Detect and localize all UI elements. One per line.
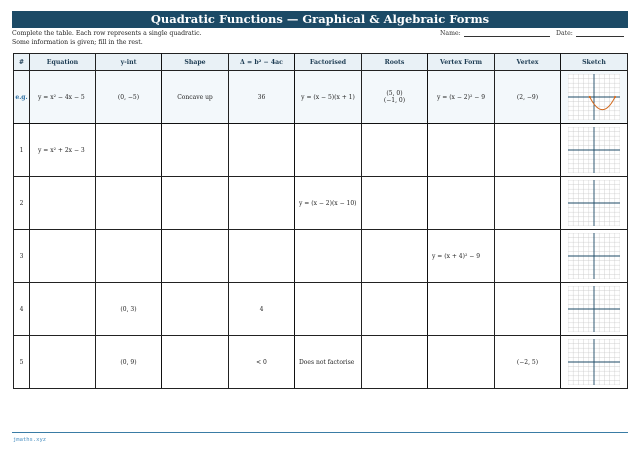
row-2-roots[interactable] [362,177,428,230]
header-row [14,54,628,71]
row-4-yint[interactable]: (0, 3) [96,283,162,336]
row-5-sketch-cell[interactable] [561,336,628,389]
col-header-vertex: Vertex [495,54,561,71]
row-3-shape[interactable] [162,230,229,283]
example-sketch-grid [568,74,620,120]
row-1-vertex-form[interactable] [428,124,495,177]
example-root-2: (−1, 0) [383,97,406,104]
row-2-vertex-form[interactable] [428,177,495,230]
root-point [589,96,591,98]
row-2-sketch-cell[interactable] [561,177,628,230]
row-1-discriminant[interactable] [229,124,295,177]
row-2-factorised[interactable]: y = (x − 2)(x − 10) [295,177,362,230]
row-3-num: 3 [14,230,30,283]
col-header-roots: Roots [362,54,428,71]
col-header-sketch: Sketch [561,54,628,71]
row-4-sketch-cell[interactable] [561,283,628,336]
instruction-line-2: Some information is given; fill in the rest. [12,39,143,46]
row-1-roots[interactable] [362,124,428,177]
col-header-yint: y-int [96,54,162,71]
row-1-factorised[interactable] [295,124,362,177]
row-4-shape[interactable] [162,283,229,336]
row-5-vertex[interactable]: (−2, 5) [495,336,561,389]
example-vertex-form: y = (x − 2)² − 9 [428,71,495,124]
example-root-1: (5, 0) [386,90,403,97]
row-1-shape[interactable] [162,124,229,177]
row-5-yint[interactable]: (0, 9) [96,336,162,389]
table-row [14,283,628,336]
example-sketch-cell [561,71,628,124]
row-1-sketch-cell[interactable] [561,124,628,177]
date-field[interactable] [556,30,624,37]
example-label: e.g. [14,71,30,124]
row-2-shape[interactable] [162,177,229,230]
row-5-num: 5 [14,336,30,389]
name-field[interactable] [440,30,550,37]
row-1-num: 1 [14,124,30,177]
row-5-factorised[interactable]: Does not factorise [295,336,362,389]
example-equation: y = x² − 4x − 5 [30,71,96,124]
table-row [14,177,628,230]
col-header-num: # [14,54,30,71]
row-3-discriminant[interactable] [229,230,295,283]
row-4-vertex[interactable] [495,283,561,336]
root-point [614,96,616,98]
col-header-factorised: Factorised [295,54,362,71]
page-title: Quadratic Functions — Graphical & Algebraic Forms [12,11,628,28]
worksheet-table [13,53,628,389]
row-5-equation[interactable] [30,336,96,389]
col-header-discriminant: Δ = b² − 4ac [229,54,295,71]
footer-divider [12,432,628,433]
date-underline[interactable] [576,30,624,37]
row-4-num: 4 [14,283,30,336]
col-header-vertex-form: Vertex Form [428,54,495,71]
col-header-shape: Shape [162,54,229,71]
row-5-discriminant[interactable]: < 0 [229,336,295,389]
row-3-factorised[interactable] [295,230,362,283]
row-4-discriminant[interactable]: 4 [229,283,295,336]
row-5-shape[interactable] [162,336,229,389]
row-3-vertex[interactable] [495,230,561,283]
footer-text: jmaths.xyz [13,437,47,443]
row-2-yint[interactable] [96,177,162,230]
example-roots [362,71,428,124]
row-3-vertex-form[interactable]: y = (x + 4)² − 9 [428,230,495,283]
row-4-vertex-form[interactable] [428,283,495,336]
row-1-vertex[interactable] [495,124,561,177]
row-2-discriminant[interactable] [229,177,295,230]
col-header-equation: Equation [30,54,96,71]
row-4-factorised[interactable] [295,283,362,336]
example-factorised: y = (x − 5)(x + 1) [295,71,362,124]
row-3-yint[interactable] [96,230,162,283]
row-4-equation[interactable] [30,283,96,336]
row-5-vertex-form[interactable] [428,336,495,389]
sketch-grid[interactable] [568,286,620,332]
row-1-yint[interactable] [96,124,162,177]
table-row [14,336,628,389]
row-2-num: 2 [14,177,30,230]
example-vertex: (2, −9) [495,71,561,124]
row-1-equation[interactable]: y = x² + 2x − 3 [30,124,96,177]
example-shape: Concave up [162,71,229,124]
row-4-roots[interactable] [362,283,428,336]
date-label: Date: [556,30,573,37]
sketch-grid[interactable] [568,233,620,279]
table-row [14,124,628,177]
row-5-roots[interactable] [362,336,428,389]
name-underline[interactable] [464,30,550,37]
name-label: Name: [440,30,461,37]
table-row [14,230,628,283]
sketch-grid[interactable] [568,127,620,173]
sketch-grid[interactable] [568,180,620,226]
example-discriminant: 36 [229,71,295,124]
sketch-grid[interactable] [568,339,620,385]
row-2-equation[interactable] [30,177,96,230]
row-3-sketch-cell[interactable] [561,230,628,283]
instruction-line-1: Complete the table. Each row represents a single quadratic. [12,30,202,37]
example-yint: (0, −5) [96,71,162,124]
row-3-roots[interactable] [362,230,428,283]
example-row [14,71,628,124]
row-2-vertex[interactable] [495,177,561,230]
row-3-equation[interactable] [30,230,96,283]
